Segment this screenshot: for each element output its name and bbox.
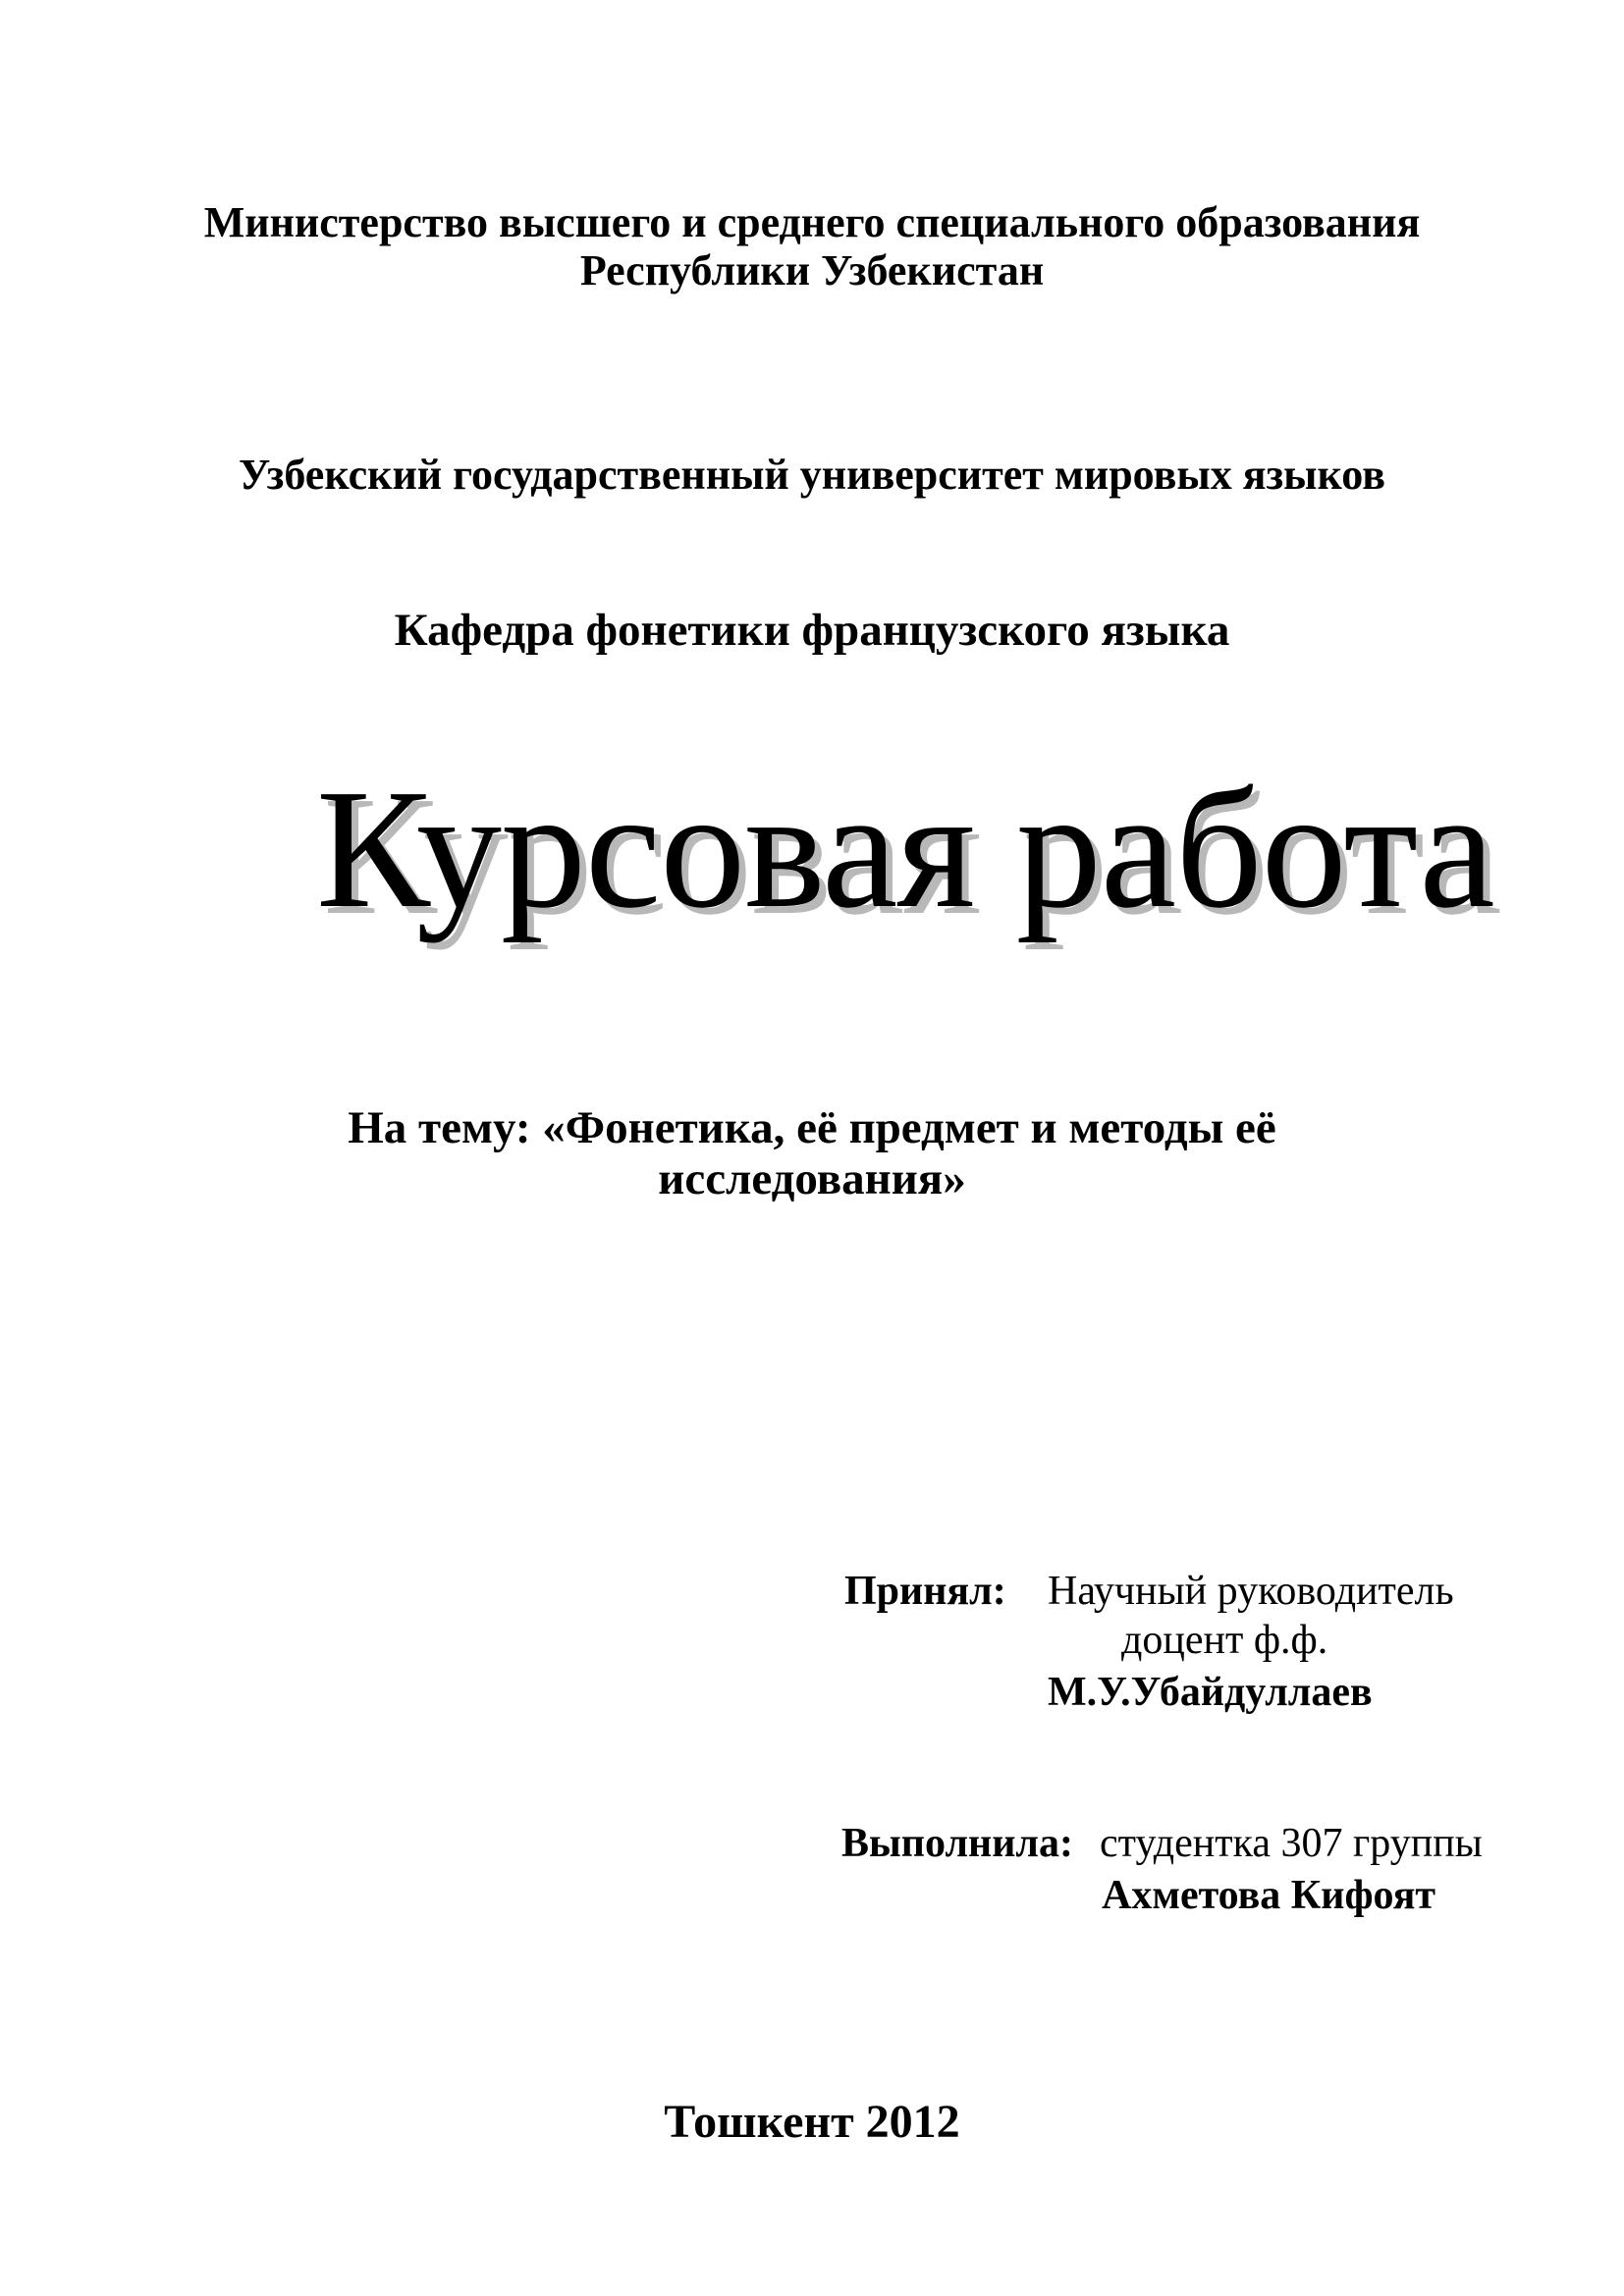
ministry-line-1: Министерство высшего и среднего специального образования [203,198,1421,246]
supervisor-role: Научный руководитель [1048,1569,1454,1614]
topic-line-1: На тему: «Фонетика, её предмет и методы её [348,1102,1276,1153]
student-name: Ахметова Кифоят [1102,1873,1436,1918]
supervisor-rank: доцент ф.ф. [1121,1618,1328,1663]
page-title: Курсовая работа [316,754,1494,943]
department-name: Кафедра фонетики французского языка [394,605,1230,656]
university-name: Узбекский государственный университет мировых языков [239,451,1385,499]
student-detail: студентка 307 группы [1100,1821,1483,1866]
supervisor-name: М.У.Убайдуллаев [1048,1670,1373,1715]
topic-line-2: исследования» [658,1153,966,1204]
completed-label: Выполнила: [841,1821,1073,1866]
city-year: Тошкент 2012 [664,2096,960,2148]
accepted-label: Принял: [844,1569,1006,1614]
ministry-line-2: Республики Узбекистан [579,246,1045,294]
